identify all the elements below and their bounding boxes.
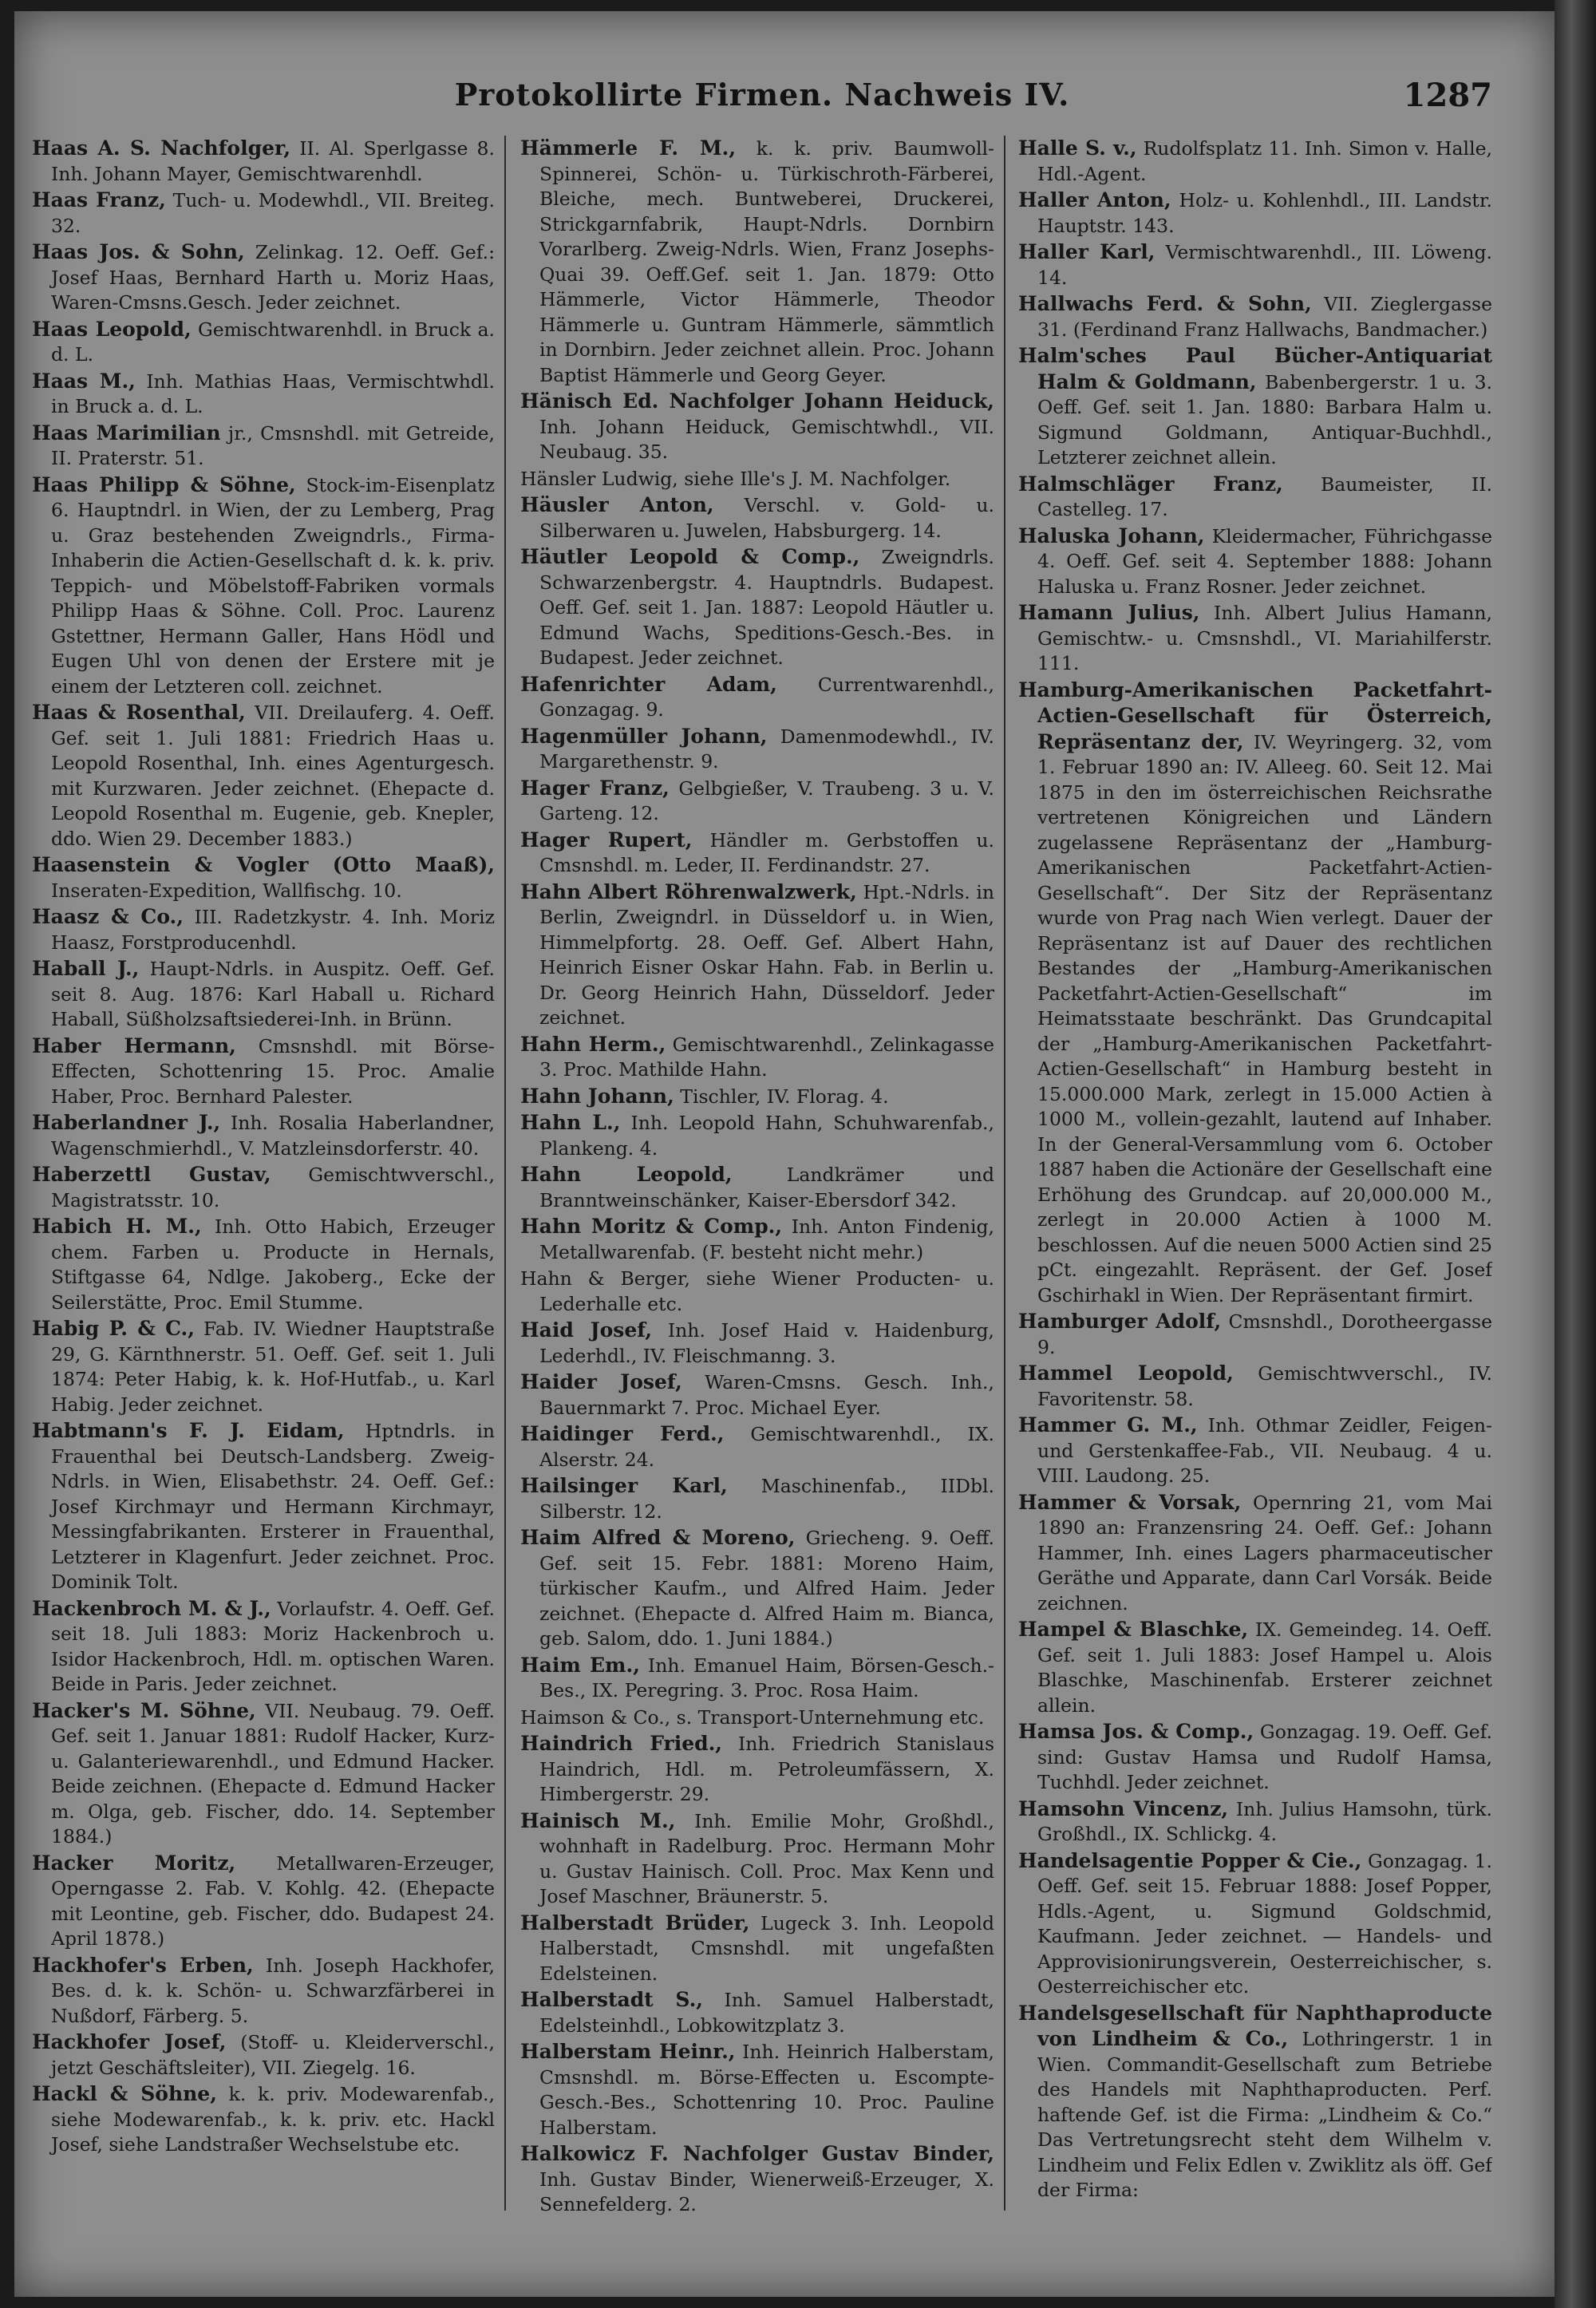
firm-name: Hahn Johann, bbox=[520, 1084, 674, 1108]
firm-name: Handelsgesellschaft für Naphthaproducte von Lindheim & Co., bbox=[1018, 2001, 1492, 2050]
directory-entry bbox=[32, 188, 495, 239]
directory-entry bbox=[1018, 2001, 1492, 2203]
firm-name: Hallwachs Ferd. & Sohn, bbox=[1018, 292, 1312, 315]
directory-entry bbox=[32, 239, 495, 316]
entry-text: Tuch- u. Modewhdl., VII. Breiteg. 32. bbox=[51, 189, 495, 237]
firm-name: Handelsagentie Popper & Cie., bbox=[1018, 1848, 1362, 1872]
directory-entry bbox=[1018, 1719, 1492, 1796]
firm-name: Halmschläger Franz, bbox=[1018, 472, 1283, 496]
firm-name: Hammer G. M., bbox=[1018, 1413, 1198, 1437]
directory-entry bbox=[32, 1698, 495, 1850]
firm-name: Hackhofer's Erben, bbox=[32, 1953, 254, 1977]
firm-name: Habich H. M., bbox=[32, 1215, 202, 1238]
page-number: 1287 bbox=[1403, 77, 1492, 114]
firm-name: Hahn Moritz & Comp., bbox=[520, 1215, 783, 1238]
entry-text: Inh. Samuel Halberstadt, Edelsteinhdl., Lobkowitzplatz 3. bbox=[539, 1989, 994, 2037]
directory-entry bbox=[1018, 678, 1492, 1309]
entry-text: Gemischtwverschl., IV. Favoritenstr. 58. bbox=[1037, 1362, 1492, 1410]
directory-entry bbox=[32, 956, 495, 1033]
firm-name: Haidinger Ferd., bbox=[520, 1422, 725, 1445]
directory-entry bbox=[520, 466, 994, 492]
entry-text: Haimson & Co., s. Transport-Unternehmung etc. bbox=[520, 1705, 985, 1729]
entry-text: Inh. Emanuel Haim, Börsen-Gesch.-Bes., IX. Peregring. 3. Proc. Rosa Haim. bbox=[539, 1654, 994, 1701]
entry-text: Verschl. v. Gold- u. Silberwaren u. Juwelen, Habsburgerg. 14. bbox=[539, 494, 994, 542]
firm-name: Haberlandner J., bbox=[32, 1111, 221, 1134]
directory-entry bbox=[32, 2081, 495, 2158]
directory-entry bbox=[520, 672, 994, 723]
directory-entry bbox=[520, 1731, 994, 1808]
directory-entry bbox=[32, 369, 495, 420]
entry-text: Inh. Joseph Hackhofer, Bes. d. k. k. Schön- u. Schwarzfärberei in Nußdorf, Färberg. 5. bbox=[51, 1954, 495, 2027]
directory-entry bbox=[32, 472, 495, 700]
firm-name: Haas M., bbox=[32, 369, 136, 393]
entry-text: Kleidermacher, Führichgasse 4. Oeff. Gef. seit 4. September 1888: Johann Haluska u. Franz Rosner. Jeder zeichnet. bbox=[1037, 524, 1492, 598]
entry-text: Fab. IV. Wiedner Hauptstraße 29, G. Kärnthnerstr. 51. Oeff. Gef. seit 1. Juli 1874: Peter Habig, k. k. Hof-Hutfab., u. Karl Habig. Jeder zeichnet. bbox=[51, 1318, 495, 1416]
entry-text: Händler m. Gerbstoffen u. Cmsnshdl. m. Leder, II. Ferdinandstr. 27. bbox=[539, 828, 994, 876]
directory-entry bbox=[1018, 136, 1492, 187]
entry-text: Haupt-Ndrls. in Auspitz. Oeff. Gef. seit 8. Aug. 1876: Karl Haball u. Richard Haball, Süßholzsaftsiederei-Inh. in Brünn. bbox=[51, 958, 495, 1030]
directory-entry bbox=[520, 1473, 994, 1524]
directory-entry bbox=[32, 1162, 495, 1213]
entry-text: Holz- u. Kohlenhdl., III. Landstr. Hauptstr. 143. bbox=[1037, 189, 1492, 237]
directory-entry bbox=[32, 421, 495, 472]
directory-entry bbox=[520, 1214, 994, 1265]
firm-name: Halberstam Heinr., bbox=[520, 2040, 736, 2063]
directory-entry bbox=[1018, 1361, 1492, 1412]
entry-text: Vorlaufstr. 4. Oeff. Gef. seit 18. Juli 1883: Moriz Hackenbroch u. Isidor Hackenbroch, Hdl. m. optischen Waren. Beide in Paris. Jeder zeichnet. bbox=[51, 1597, 495, 1695]
firm-name: Haller Karl, bbox=[1018, 240, 1156, 263]
entry-text: Gelbgießer, V. Traubeng. 3 u. V. Garteng. 12. bbox=[539, 777, 994, 824]
firm-name: Habig P. & C., bbox=[32, 1317, 195, 1340]
directory-entry bbox=[32, 1214, 495, 1315]
entry-text: VII. Neubaug. 79. Oeff. Gef. seit 1. Januar 1881: Rudolf Hacker, Kurz- u. Galanteriewarenhdl., und Edmund Hacker. Beide zeichnen. (Ehepacte d. Edmund Hacker m. Olga, geb. Fischer, ddo. 14. September 1884.) bbox=[51, 1699, 495, 1848]
firm-name: Halberstadt Brüder, bbox=[520, 1911, 750, 1935]
entry-text: Inh. Mathias Haas, Vermischtwhdl. in Bruck a. d. L. bbox=[51, 370, 495, 417]
directory-entry bbox=[520, 389, 994, 465]
column-left bbox=[32, 136, 495, 2259]
entry-text: Griecheng. 9. Oeff. Gef. seit 15. Febr. 1881: Moreno Haim, türkischer Kaufm., und Alfred Haim. Jeder zeichnet. (Ehepacte d. Alfred Haim m. Bianca, geb. Salom, ddo. 1. Juni 1884.) bbox=[539, 1527, 994, 1650]
firm-name: Haindrich Fried., bbox=[520, 1732, 723, 1755]
directory-entry bbox=[520, 2141, 994, 2218]
entry-text: Lugeck 3. Inh. Leopold Halberstadt, Cmsnshdl. mit ungefaßten Edelsteinen. bbox=[539, 1911, 994, 1985]
entry-text: Inseraten-Expedition, Wallfischg. 10. bbox=[51, 879, 402, 902]
directory-entry bbox=[1018, 472, 1492, 523]
entry-text: II. Al. Sperlgasse 8. Inh. Johann Mayer, Gemischtwarenhdl. bbox=[51, 137, 495, 185]
entry-text: Cmsnshdl., Dorotheergasse 9. bbox=[1037, 1310, 1492, 1358]
firm-name: Hammer & Vorsak, bbox=[1018, 1490, 1242, 1514]
firm-name: Häusler Anton, bbox=[520, 493, 714, 516]
firm-name: Haas Jos. & Sohn, bbox=[32, 240, 245, 263]
entry-text: IV. Weyringerg. 32, vom 1. Februar 1890 an: IV. Alleeg. 60. Seit 12. Mai 1875 in den im österreichischen Reichsrathe vertretenen Königreichen und Ländern zugelassene Repräsentanz der „Hamburg-Amerikanischen Packetfahrt-Actien-Gesellschaft“. Der Sitz der Repräsentanz wurde von Prag nach Wien verlegt. Dauer der Repräsentanz ist auf Dauer des rechtlichen Bestandes der „Hamburg-Amerikanischen Packetfahrt-Actien-Gesellschaft“ im Heimatsstaate beschränkt. Das Grundcapital der „Hamburg-Amerikanischen Packetfahrt-Actien-Gesellschaft“ in Hamburg besteht in 15.000.000 Mark, zerlegt in 15.000 Actien à 1000 M., vollein-gezahlt, lautend auf Inhaber. In der General-Versammlung vom 6. October 1887 haben die Actionäre der Gesellschaft eine Erhöhung des Grundcap. auf 20,000.000 M., zerlegt in 20.000 Actien à 1000 M. beschlossen. Auf die neuen 5000 Actien sind 25 pCt. eingezahlt. Repräsent. der Gef. Josef Gschirhakl in Wien. Der Repräsentant firmirt. bbox=[1037, 730, 1492, 1306]
firm-name: Hailsinger Karl, bbox=[520, 1474, 728, 1497]
directory-entry bbox=[1018, 343, 1492, 471]
entry-text: Hahn & Berger, siehe Wiener Producten- u. Lederhalle etc. bbox=[520, 1267, 994, 1315]
directory-entry bbox=[520, 544, 994, 671]
entry-text: Gemischtwarenhdl., Zelinkagasse 3. Proc. Mathilde Hahn. bbox=[539, 1033, 994, 1081]
directory-entry bbox=[32, 700, 495, 852]
entry-text: jr., Cmsnshdl. mit Getreide, II. Praterstr. 51. bbox=[51, 421, 495, 469]
directory-entry bbox=[520, 724, 994, 775]
entry-text: Inh. Othmar Zeidler, Feigen- und Gerstenkaffee-Fab., VII. Neubaug. 4 u. VIII. Laudong. 25. bbox=[1037, 1414, 1492, 1487]
firm-name: Halkowicz F. Nachfolger Gustav Binder, bbox=[520, 2142, 994, 2165]
directory-entry bbox=[1018, 1617, 1492, 1718]
entry-text: Zelinkag. 12. Oeff. Gef.: Josef Haas, Bernhard Harth u. Moriz Haas, Waren-Cmsns.Gesch. Jeder zeichnet. bbox=[51, 241, 495, 314]
entry-text: Gemischtwverschl., Magistratsstr. 10. bbox=[51, 1164, 495, 1211]
firm-name: Habtmann's F. J. Eidam, bbox=[32, 1419, 345, 1442]
page-header bbox=[32, 77, 1492, 124]
entry-text: Damenmodewhdl., IV. Margarethenstr. 9. bbox=[539, 725, 994, 773]
firm-name: Hager Rupert, bbox=[520, 828, 693, 852]
directory-entry bbox=[32, 2029, 495, 2081]
directory-entry bbox=[520, 492, 994, 543]
firm-name: Haas Franz, bbox=[32, 188, 166, 211]
entry-text: Hpt.-Ndrls. in Berlin, Zweigndrl. in Düsseldorf u. in Wien, Himmelpfortg. 28. Oeff. Gef. Albert Hahn, Heinrich Eisner Oskar Hahn. Fab. in Berlin u. Dr. Georg Heinrich Hahn, Düsseldorf. Jeder zeichnet. bbox=[539, 880, 994, 1029]
directory-entry bbox=[520, 1808, 994, 1910]
firm-name: Hahn Albert Röhrenwalzwerk, bbox=[520, 879, 857, 903]
firm-name: Haber Hermann, bbox=[32, 1033, 236, 1057]
entry-text: Inh. Anton Findenig, Metallwarenfab. (F. besteht nicht mehr.) bbox=[539, 1215, 994, 1263]
entry-text: Inh. Emilie Mohr, Großhdl., wohnhaft in Radelburg. Proc. Hermann Mohr u. Gustav Hainisch. Coll. Proc. Max Kenn und Josef Maschner, Bräunerstr. 5. bbox=[539, 1809, 994, 1907]
directory-entry bbox=[520, 1084, 994, 1110]
directory-entry bbox=[32, 1033, 495, 1110]
directory-entry bbox=[1018, 188, 1492, 239]
firm-name: Hahn L., bbox=[520, 1111, 621, 1134]
firm-name: Hager Franz, bbox=[520, 776, 670, 800]
entry-text: Gemischtwarenhdl., IX. Alserstr. 24. bbox=[539, 1423, 994, 1471]
directory-entry bbox=[520, 136, 994, 388]
firm-name: Haasz & Co., bbox=[32, 905, 184, 928]
directory-entry bbox=[32, 1316, 495, 1417]
entry-text: Inh. Friedrich Stanislaus Haindrich, Hdl. m. Petroleumfässern, X. Himbergerstr. 29. bbox=[539, 1733, 994, 1805]
firm-name: Hampel & Blaschke, bbox=[1018, 1618, 1249, 1641]
firm-name: Haim Alfred & Moreno, bbox=[520, 1526, 796, 1549]
directory-entry bbox=[32, 852, 495, 903]
entry-text: Babenbergerstr. 1 u. 3. Oeff. Gef. seit 1. Jan. 1880: Barbara Halm u. Sigmund Goldmann, Antiquar-Buchhdl., Letzterer zeichnet allein. bbox=[1037, 370, 1492, 468]
firm-name: Hamburg-Amerikanischen Packetfahrt-Actien-Gesellschaft für Österreich, Repräsentanz der, bbox=[1018, 678, 1492, 753]
firm-name: Haas Marimilian bbox=[32, 421, 221, 445]
firm-name: Hamburger Adolf, bbox=[1018, 1310, 1222, 1333]
entry-text: IX. Gemeindeg. 14. Oeff. Gef. seit 1. Juli 1883: Josef Hampel u. Alois Blaschke, Maschinenfab. Ersterer zeichnet allein. bbox=[1037, 1618, 1492, 1717]
entry-text: Opernring 21, vom Mai 1890 an: Franzensring 24. Oeff. Gef.: Johann Hammer, Inh. eines Lagers pharmaceutischer Geräthe und Apparate, dann Carl Vorsák. Beide zeichnen. bbox=[1037, 1491, 1492, 1614]
entry-text: Inh. Gustav Binder, Wienerweiß-Erzeuger, X. Sennefelderg. 2. bbox=[539, 2168, 994, 2215]
firm-name: Haas Philipp & Söhne, bbox=[32, 472, 296, 496]
directory-entry bbox=[32, 317, 495, 368]
entry-text: Rudolfsplatz 11. Inh. Simon v. Halle, Hdl.-Agent. bbox=[1037, 137, 1492, 185]
directory-entry bbox=[520, 1369, 994, 1421]
entry-text: Zweigndrls. Schwarzenbergstr. 4. Hauptndrls. Budapest. Oeff. Gef. seit 1. Jan. 1887: Leopold Häutler u. Edmund Wachs, Speditions-Gesch.-Bes. in Budapest. Jeder zeichnet. bbox=[539, 546, 994, 669]
column-divider bbox=[1004, 136, 1005, 2211]
firm-name: Haim Em., bbox=[520, 1653, 640, 1677]
directory-entry bbox=[520, 1266, 994, 1317]
entry-text: Inh. Albert Julius Hamann, Gemischtw.- u. Cmsnshdl., VI. Mariahilferstr. 111. bbox=[1037, 602, 1492, 674]
entry-text: Inh. Julius Hamsohn, türk. Großhdl., IX. Schlickg. 4. bbox=[1037, 1797, 1492, 1845]
entry-text: k. k. priv. Baumwoll-Spinnerei, Schön- u. Türkischroth-Färberei, Bleiche, mech. Buntweberei, Druckerei, Strickgarnfabrik, Haupt-Ndrls. Dornbirn Vorarlberg. Zweig-Ndrls. Wien, Franz Josephs-Quai 39. Oeff.Gef. seit 1. Jan. 1879: Otto Hämmerle, Victor Hämmerle, Theodor Hämmerle u. Guntram Hämmerle, sämmtlich in Dornbirn. Jeder zeichnet allein. Proc. Johann Baptist Hämmerle und Georg Geyer. bbox=[539, 137, 994, 386]
entry-text: Gemischtwarenhdl. in Bruck a. d. L. bbox=[51, 318, 495, 366]
directory-entry bbox=[32, 1851, 495, 1952]
directory-entry bbox=[520, 1525, 994, 1652]
entry-text: Maschinenfab., IIDbl. Silberstr. 12. bbox=[539, 1475, 994, 1523]
directory-entry bbox=[1018, 524, 1492, 600]
entry-text: Inh. Rosalia Haberlandner, Wagenschmierhdl., V. Matzleinsdorferstr. 40. bbox=[51, 1112, 495, 1160]
entry-text: Inh. Otto Habich, Erzeuger chem. Farben u. Producte in Hernals, Stiftgasse 64, Ndlge. Jakoberg., Ecke der Seilerstätte, Proc. Emil Stumme. bbox=[51, 1215, 495, 1314]
directory-entry bbox=[1018, 1309, 1492, 1360]
firm-name: Hackhofer Josef, bbox=[32, 2030, 227, 2053]
firm-name: Hamann Julius, bbox=[1018, 601, 1200, 624]
firm-name: Hainisch M., bbox=[520, 1808, 676, 1832]
firm-name: Hahn Leopold, bbox=[520, 1163, 733, 1186]
firm-name: Haid Josef, bbox=[520, 1318, 653, 1342]
firm-name: Hafenrichter Adam, bbox=[520, 672, 777, 696]
firm-name: Hamsa Jos. & Comp., bbox=[1018, 1720, 1254, 1743]
directory-entry bbox=[520, 1911, 994, 1987]
firm-name: Hacker's M. Söhne, bbox=[32, 1698, 256, 1722]
firm-name: Hackenbroch M. & J., bbox=[32, 1596, 271, 1620]
directory-entry bbox=[520, 879, 994, 1031]
entry-text: (Stoff- u. Kleiderverschl., jetzt Geschäftsleiter), VII. Ziegelg. 16. bbox=[51, 2031, 495, 2079]
directory-entry bbox=[1018, 1848, 1492, 2000]
directory-entry bbox=[520, 776, 994, 827]
directory-entry bbox=[32, 1110, 495, 1161]
entry-text: Currentwarenhdl., Gonzagag. 9. bbox=[539, 673, 994, 721]
entry-text: Gonzagag. 1. Oeff. Gef. seit 15. Februar 1888: Josef Popper, Hdls.-Agent, u. Sigmund Goldschmid, Kaufmann. Jeder zeichnet. — Handels- und Approvisionirungsverein, Oesterreichischer, s. Oesterreichischer etc. bbox=[1037, 1849, 1492, 1998]
firm-name: Hamsohn Vincenz, bbox=[1018, 1796, 1229, 1820]
firm-name: Haas A. S. Nachfolger, bbox=[32, 136, 291, 160]
firm-name: Halm'sches Paul Bücher-Antiquariat Halm & Goldmann, bbox=[1018, 344, 1492, 393]
directory-entry bbox=[32, 904, 495, 955]
firm-name: Hahn Herm., bbox=[520, 1032, 666, 1056]
directory-entry bbox=[32, 1953, 495, 2029]
directory-entry bbox=[520, 2039, 994, 2140]
entry-text: III. Radetzkystr. 4. Inh. Moriz Haasz, Forstproducenhdl. bbox=[51, 906, 495, 954]
directory-entry bbox=[32, 136, 495, 187]
directory-entry bbox=[520, 1705, 994, 1731]
entry-text: Inh. Johann Heiduck, Gemischtwhdl., VII. Neubaug. 35. bbox=[539, 415, 994, 463]
firm-name: Hacker Moritz, bbox=[32, 1851, 236, 1875]
column-middle bbox=[520, 136, 994, 2259]
entry-text: Hänsler Ludwig, siehe Ille's J. M. Nachfolger. bbox=[520, 467, 951, 490]
directory-entry bbox=[1018, 600, 1492, 677]
directory-entry bbox=[1018, 291, 1492, 342]
entry-text: Metallwaren-Erzeuger, Operngasse 2. Fab. V. Kohlg. 42. (Ehepacte mit Leontine, geb. Fischer, ddo. Budapest 24. April 1878.) bbox=[51, 1852, 495, 1950]
entry-text: Tischler, IV. Florag. 4. bbox=[680, 1085, 889, 1108]
directory-entry bbox=[1018, 1796, 1492, 1848]
firm-name: Hagenmüller Johann, bbox=[520, 724, 768, 748]
firm-name: Hämmerle F. M., bbox=[520, 136, 737, 160]
directory-entry bbox=[520, 1318, 994, 1369]
entry-text: Inh. Leopold Hahn, Schuhwarenfab., Plankeng. 4. bbox=[539, 1112, 994, 1160]
firm-name: Hammel Leopold, bbox=[1018, 1361, 1234, 1385]
firm-name: Haas & Rosenthal, bbox=[32, 701, 246, 724]
firm-name: Häutler Leopold & Comp., bbox=[520, 545, 860, 568]
entry-text: Vermischtwarenhdl., III. Löweng. 14. bbox=[1037, 241, 1492, 289]
entry-text: k. k. priv. Modewarenfab., siehe Modewarenfab., k. k. priv. etc. Hackl Josef, siehe Landstraßer Wechselstube etc. bbox=[51, 2083, 495, 2156]
directory-entry bbox=[520, 1162, 994, 1213]
firm-name: Halberstadt S., bbox=[520, 1988, 703, 2011]
entry-text: Inh. Josef Haid v. Haidenburg, Lederhdl., IV. Fleischmanng. 3. bbox=[539, 1319, 994, 1367]
firm-name: Hackl & Söhne, bbox=[32, 2082, 217, 2105]
firm-name: Haasenstein & Vogler (Otto Maaß), bbox=[32, 853, 495, 876]
firm-name: Haller Anton, bbox=[1018, 188, 1171, 211]
column-divider bbox=[504, 136, 506, 2211]
entry-text: Baumeister, II. Castelleg. 17. bbox=[1037, 472, 1492, 520]
directory-entry bbox=[1018, 239, 1492, 290]
entry-text: Lothringerstr. 1 in Wien. Commandit-Gesellschaft zum Betriebe des Handels mit Naphthaproducten. Perf. haftende Gef. ist die Firma: „Lindheim & Co.“ Das Vertretungsrecht steht dem Wilhelm v. Lindheim und Felix Edlen v. Zwiklitz als öff. Gef der Firma: bbox=[1037, 2028, 1492, 2201]
firm-name: Haluska Johann, bbox=[1018, 524, 1205, 547]
directory-entry bbox=[1018, 1413, 1492, 1489]
directory-entry bbox=[520, 1032, 994, 1083]
firm-name: Haball J., bbox=[32, 957, 140, 980]
firm-name: Haider Josef, bbox=[520, 1370, 682, 1393]
entry-text: Inh. Heinrich Halberstam, Cmsnshdl. m. Börse-Effecten u. Escompte-Gesch.-Bes., Schottenring 10. Proc. Pauline Halberstam. bbox=[539, 2041, 994, 2139]
directory-entry bbox=[1018, 1490, 1492, 1617]
entry-text: VII. Dreilauferg. 4. Oeff. Gef. seit 1. Juli 1881: Friedrich Haas u. Leopold Rosenthal, Inh. eines Agenturgesch. mit Kurzwaren. Jeder zeichnet. (Ehepacte d. Leopold Rosenthal m. Eugenie, geb. Knepler, ddo. Wien 29. December 1883.) bbox=[51, 701, 495, 850]
entry-text: Cmsnshdl. mit Börse-Effecten, Schottenring 15. Proc. Amalie Haber, Proc. Bernhard Palester. bbox=[51, 1034, 495, 1108]
directory-entry bbox=[520, 1421, 994, 1472]
directory-entry bbox=[520, 828, 994, 879]
entry-text: Landkrämer und Branntweinschänker, Kaiser-Ebersdorf 342. bbox=[539, 1164, 994, 1211]
book-spine-edge bbox=[1555, 0, 1596, 2308]
firm-name: Haas Leopold, bbox=[32, 317, 192, 341]
page-title: Protokollirte Firmen. Nachweis IV. bbox=[454, 77, 1070, 113]
directory-entry bbox=[32, 1596, 495, 1697]
firm-name: Halle S. v., bbox=[1018, 136, 1137, 160]
firm-name: Hänisch Ed. Nachfolger Johann Heiduck, bbox=[520, 389, 994, 413]
directory-entry bbox=[32, 1418, 495, 1595]
directory-entry bbox=[520, 1987, 994, 2038]
entry-text: Waren-Cmsns. Gesch. Inh., Bauernmarkt 7. Proc. Michael Eyer. bbox=[539, 1371, 994, 1419]
entry-text: Hptndrls. in Frauenthal bei Deutsch-Landsberg. Zweig-Ndrls. in Wien, Elisabethstr. 24. Oeff. Gef.: Josef Kirchmayr und Hermann Kirchmayr, Messingfabrikanten. Ersterer in Frauenthal, Letzterer in Klagenfurt. Jeder zeichnet. Proc. Dominik Tolt. bbox=[51, 1420, 495, 1593]
directory-entry bbox=[520, 1653, 994, 1704]
entry-text: Gonzagag. 19. Oeff. Gef. sind: Gustav Hamsa und Rudolf Hamsa, Tuchhdl. Jeder zeichnet. bbox=[1037, 1721, 1492, 1793]
entry-text: VII. Zieglergasse 31. (Ferdinand Franz Hallwachs, Bandmacher.) bbox=[1037, 293, 1492, 341]
directory-entry bbox=[520, 1110, 994, 1161]
column-right bbox=[1018, 136, 1492, 2259]
entry-text: Stock-im-Eisenplatz 6. Hauptndrl. in Wien, der zu Lemberg, Prag u. Graz bestehenden Zweigndrls., Firma-Inhaberin die Actien-Gesellschaft d. k. k. priv. Teppich- und Möbelstoff-Fabriken vormals Philipp Haas & Söhne. Coll. Proc. Laurenz Gstettner, Hermann Galler, Hans Hödl und Eugen Uhl von denen der Erstere mit je einem der Letzteren coll. zeichnet. bbox=[51, 473, 495, 698]
firm-name: Haberzettl Gustav, bbox=[32, 1163, 271, 1186]
